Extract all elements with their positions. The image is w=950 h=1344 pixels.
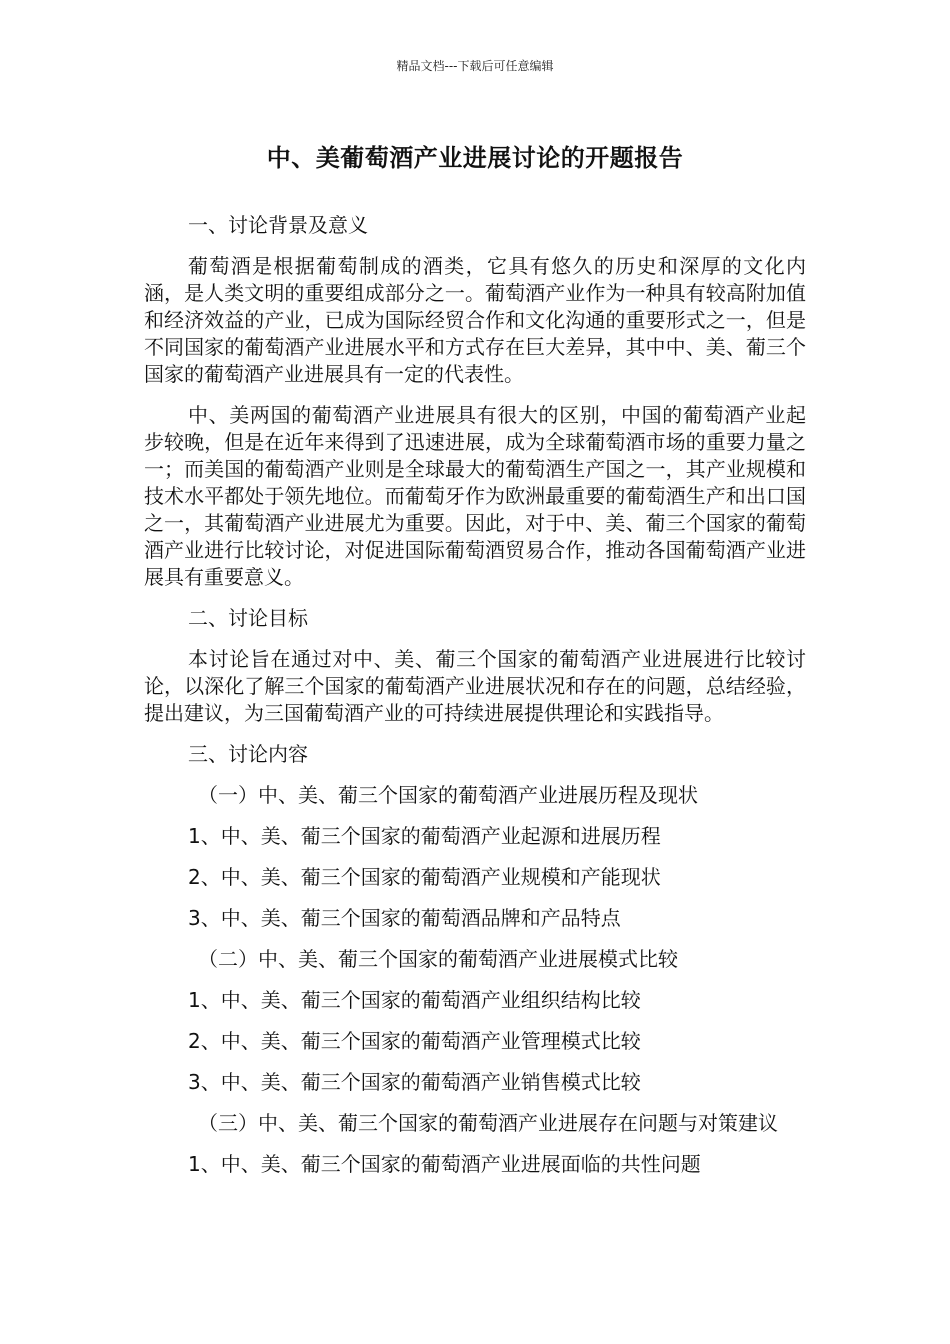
page-header: 精品文档---下载后可任意编辑 <box>396 59 554 73</box>
list-item: 2、中、美、葡三个国家的葡萄酒产业管理模式比较 <box>188 1029 641 1053</box>
section-heading-background: 一、讨论背景及意义 <box>188 213 368 237</box>
document-title: 中、美葡萄酒产业进展讨论的开题报告 <box>266 144 684 172</box>
list-item: 3、中、美、葡三个国家的葡萄酒产业销售模式比较 <box>188 1070 641 1094</box>
subsection-heading-models: （二）中、美、葡三个国家的葡萄酒产业进展模式比较 <box>198 947 678 971</box>
subsection-heading-history: （一）中、美、葡三个国家的葡萄酒产业进展历程及现状 <box>198 783 698 807</box>
paragraph-background-2: 中、美两国的葡萄酒产业进展具有很大的区别，中国的葡萄酒产业起步较晚，但是在近年来得到了迅速进展，成为全球葡萄酒市场的重要力量之一；而美国的葡萄酒产业则是全球最大的葡萄酒生产国之一，其产业规模和技术水平都处于领先地位。而葡萄牙作为欧洲最重要的葡萄酒生产和出口国之一，其葡萄酒产业进展尤为重要。因此，对于中、美、葡三个国家的葡萄酒产业进行比较讨论，对促进国际葡萄酒贸易合作，推动各国葡萄酒产业进展具有重要意义。 <box>144 403 806 589</box>
section-heading-content: 三、讨论内容 <box>188 742 308 766</box>
subsection-heading-problems: （三）中、美、葡三个国家的葡萄酒产业进展存在问题与对策建议 <box>198 1111 778 1135</box>
list-item: 1、中、美、葡三个国家的葡萄酒产业起源和进展历程 <box>188 824 661 848</box>
paragraph-goals: 本讨论旨在通过对中、美、葡三个国家的葡萄酒产业进展进行比较讨论，以深化了解三个国家的葡萄酒产业进展状况和存在的问题，总结经验，提出建议，为三国葡萄酒产业的可持续进展提供理论和实践指导。 <box>144 647 806 725</box>
list-item: 1、中、美、葡三个国家的葡萄酒产业进展面临的共性问题 <box>188 1152 701 1176</box>
list-item: 3、中、美、葡三个国家的葡萄酒品牌和产品特点 <box>188 906 621 930</box>
paragraph-background-1: 葡萄酒是根据葡萄制成的酒类，它具有悠久的历史和深厚的文化内涵，是人类文明的重要组成部分之一。葡萄酒产业作为一种具有较高附加值和经济效益的产业，已成为国际经贸合作和文化沟通的重要形式之一，但是不同国家的葡萄酒产业进展水平和方式存在巨大差异，其中中、美、葡三个国家的葡萄酒产业进展具有一定的代表性。 <box>144 254 806 386</box>
section-heading-goals: 二、讨论目标 <box>188 606 308 630</box>
list-item: 1、中、美、葡三个国家的葡萄酒产业组织结构比较 <box>188 988 641 1012</box>
document-body <box>144 212 806 1178</box>
list-item: 2、中、美、葡三个国家的葡萄酒产业规模和产能现状 <box>188 865 661 889</box>
